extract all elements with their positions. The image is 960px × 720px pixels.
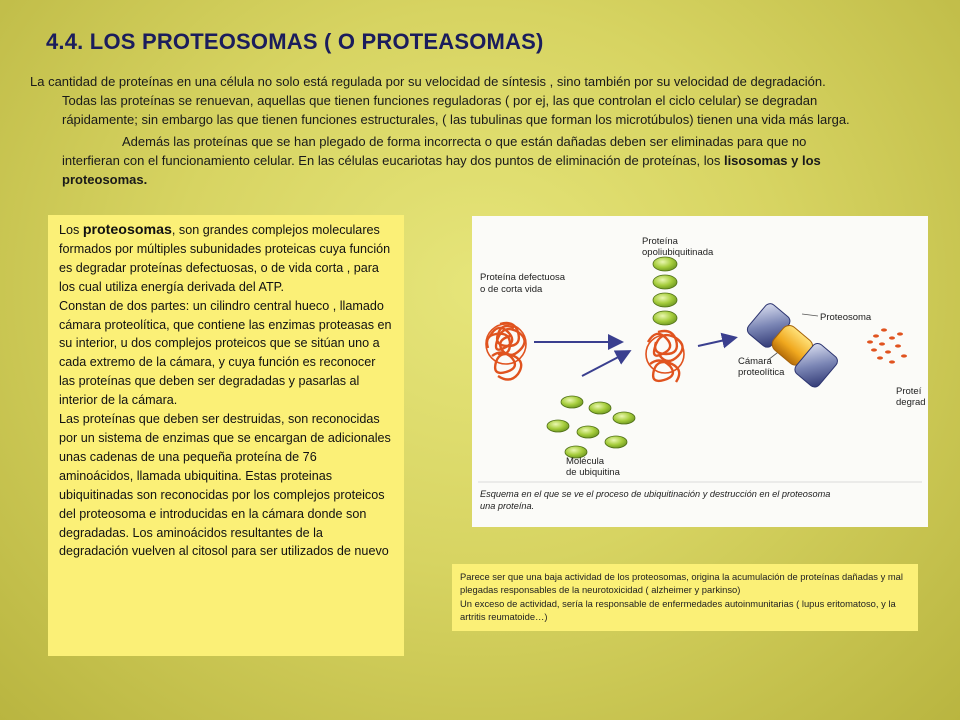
note-paragraph-2: Un exceso de actividad, sería la responsable de enfermedades autoinmunitarias ( lupus eritomatoso, y la artritis reumatoide…) <box>460 597 896 623</box>
label-degraded-2: degrad <box>896 397 926 408</box>
proteasome-description-box <box>48 215 404 656</box>
intro-paragraph-2 <box>30 132 850 189</box>
description-paragraph-2: Constan de dos partes: un cilindro central hueco , llamado cámara proteolítica, que contiene las enzimas proteasas en su interior, u dos complejos proteicos que se sitúan uno a cada extremo de la cámara, y cuya función es reconocer las proteínas que deben ser degradadas y pasarlas al interior de la cámara. <box>59 298 392 408</box>
arrow-to-proteasome <box>698 338 734 346</box>
figure-caption-1: Esquema en el que se ve el proceso de ubiquitinación y destrucción en el proteosoma <box>480 489 831 499</box>
intro-p2-text: Además las proteínas que se han plegado de forma incorrecta o que están dañadas deben ser eliminadas para que no interfieran con el funcionamiento celular. En las células eucariotas hay dos puntos de eliminación de proteínas, los <box>62 134 807 168</box>
label-chamber-2: proteolítica <box>738 367 785 378</box>
label-chamber-1: Cámara <box>738 356 772 367</box>
note-paragraph-1: Parece ser que una baja actividad de los proteosomas, origina la acumulación de proteínas dañadas y mal plegadas responsables de la neurotoxicidad ( alzheimer y parkinso) <box>460 571 903 596</box>
description-body: , son grandes complejos moleculares formados por múltiples subunidades proteicas cuya función es degradar proteínas defectuosas, o de vida corta , para los cual utiliza energía derivada del ATP. <box>59 223 391 294</box>
intro-text <box>30 72 850 189</box>
description-paragraph-3: Las proteínas que deben ser destruidas, son reconocidas por un sistema de enzimas que se encargan de adicionales unas cadenas de una pequeña proteína de 76 aminoácidos, llamada ubiquitina. Estas proteinas ubiquitinadas son reconocidas por los complejos proteicos del proteosoma e introducidas en la cámara donde son degradadas. Los aminoácidos resultantes de la degradación vuelven al citosol para ser utilizados de nuevo <box>59 412 391 559</box>
defective-protein-icon <box>486 323 526 380</box>
label-defective-2: o de corta vida <box>480 284 543 295</box>
figure-caption-2: una proteína. <box>480 501 535 511</box>
label-defective-1: Proteína defectuosa <box>480 272 566 283</box>
description-paragraph-1 <box>59 221 392 297</box>
note-box <box>452 564 918 631</box>
polyubiquitinated-protein-icon <box>646 257 684 382</box>
intro-paragraph-1: La cantidad de proteínas en una célula no solo está regulada por su velocidad de síntesis , sino también por su velocidad de degradación. Todas las proteínas se renuevan, aquellas que tienen funciones reguladoras ( por ej, las que controlan el ciclo celular) se degradan rápidamente; sin embargo las que tienen funciones estructurales, ( las tubulinas que forman los microtúbulos) tienen una vida más larga. <box>30 74 850 127</box>
label-poly-1: Proteína <box>642 236 678 247</box>
label-degraded-1: Proteí <box>896 386 922 397</box>
intro-p2-bold: lisosomas y los proteosomas. <box>62 153 821 187</box>
diagram-svg <box>472 216 928 527</box>
label-poly-2: opoliubiquitinada <box>642 247 714 258</box>
label-proteasome: Proteosoma <box>820 312 872 323</box>
pointer-line-proteasome <box>802 314 818 316</box>
label-ubiquitin-1: Molécula <box>566 456 605 467</box>
degraded-protein-icon <box>867 328 907 363</box>
ubiquitination-diagram <box>472 216 928 527</box>
label-ubiquitin-2: de ubiquitina <box>566 467 620 478</box>
ubiquitin-molecules-icon <box>547 396 635 458</box>
page-title: 4.4. LOS PROTEOSOMAS ( O PROTEASOMAS) <box>46 29 544 54</box>
arrow-ubiquitin <box>582 352 628 376</box>
term-proteosomas: proteosomas <box>82 222 172 238</box>
lead-text: Los <box>59 223 83 237</box>
